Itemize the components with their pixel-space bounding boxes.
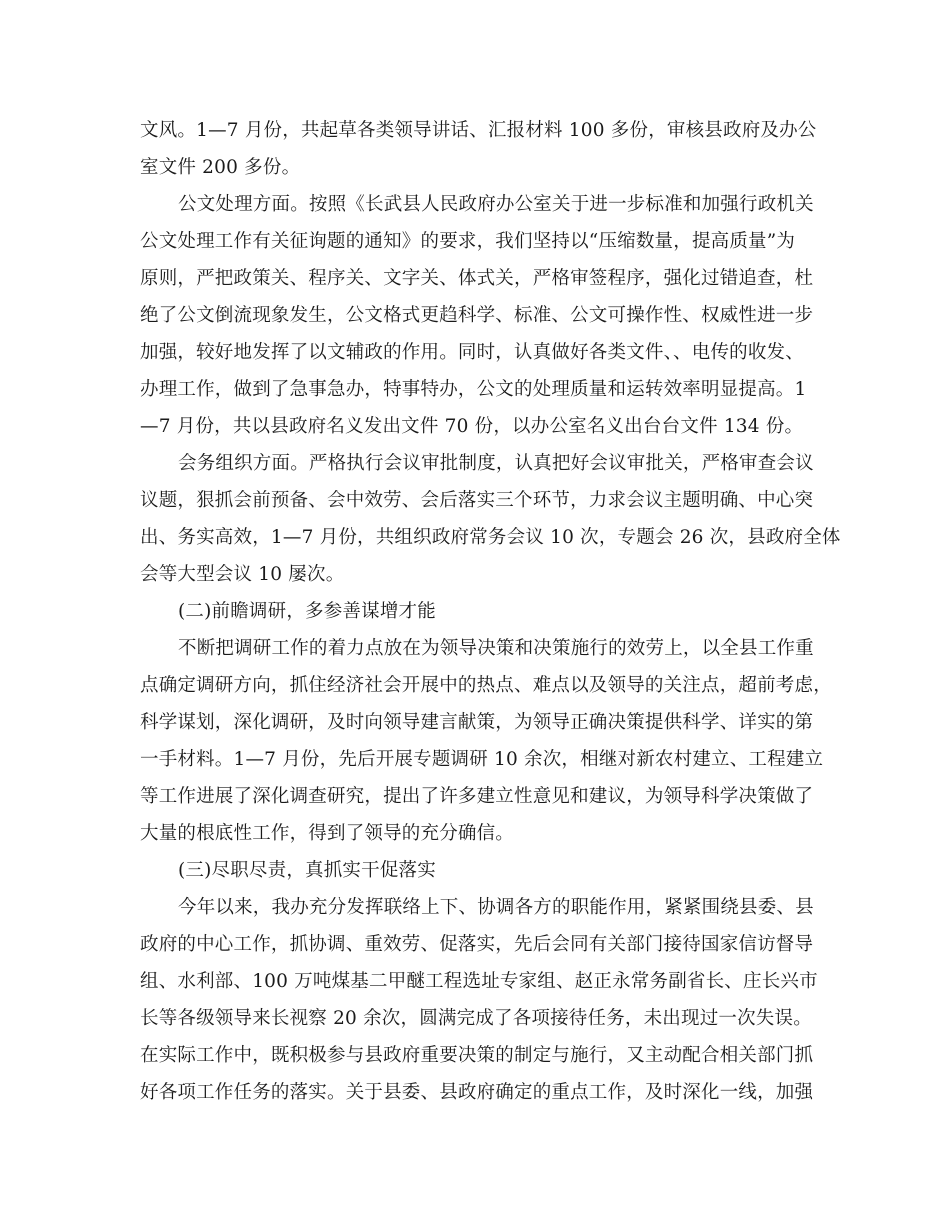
text-line: 加强，较好地发挥了以文辅政的作用。同时，认真做好各类文件、、电传的收发、 <box>140 342 804 363</box>
text-line: 绝了公文倒流现象发生，公文格式更趋科学、标准、公文可操作性、权威性进一步 <box>140 305 814 326</box>
paragraph-first-line: 公文处理方面。按照《长武县人民政府办公室关于进一步标准和加强行政机关 <box>178 194 814 215</box>
text-line: 室文件 200 多份。 <box>140 157 301 178</box>
text-line: 文风。1—7 月份，共起草各类领导讲话、汇报材料 100 多份，审核县政府及办公 <box>140 120 817 141</box>
paragraph-first-line: 今年以来，我办充分发挥联络上下、协调各方的职能作用，紧紧围绕县委、县 <box>178 897 814 918</box>
text-line: 政府的中心工作，抓协调、重效劳、促落实，先后会同有关部门接待国家信访督导 <box>140 934 814 955</box>
text-line: 会等大型会议 10 屡次。 <box>140 564 345 585</box>
text-line: 一手材料。1—7 月份，先后开展专题调研 10 余次，相继对新农村建立、工程建立 <box>140 749 824 770</box>
paragraph-first-line: 会务组织方面。严格执行会议审批制度，认真把好会议审批关，严格审查会议 <box>178 453 814 474</box>
section-heading: (三)尽职尽责，真抓实干促落实 <box>178 860 436 881</box>
text-line: 好各项工作任务的落实。关于县委、县政府确定的重点工作，及时深化一线，加强 <box>140 1082 814 1103</box>
text-line: 议题，狠抓会前预备、会中效劳、会后落实三个环节，力求会议主题明确、中心突 <box>140 490 814 511</box>
text-line: 办理工作，做到了急事急办，特事特办，公文的处理质量和运转效率明显提高。1 <box>140 379 807 400</box>
text-line: 原则，严把政策关、程序关、文字关、体式关，严格审签程序，强化过错追查，杜 <box>140 268 814 289</box>
section-heading: (二)前瞻调研，多参善谋增才能 <box>178 601 436 622</box>
paragraph-first-line: 不断把调研工作的着力点放在为领导决策和决策施行的效劳上，以全县工作重 <box>178 638 814 659</box>
text-line: 等工作进展了深化调查研究，提出了许多建立性意见和建议，为领导科学决策做了 <box>140 786 814 807</box>
text-line: 在实际工作中，既积极参与县政府重要决策的制定与施行，又主动配合相关部门抓 <box>140 1045 814 1066</box>
text-line: 公文处理工作有关征询题的通知》的要求，我们坚持以“压缩数量，提高质量”为 <box>140 231 796 252</box>
text-line: 长等各级领导来长视察 20 余次，圆满完成了各项接待任务，未出现过一次失误。 <box>140 1008 812 1029</box>
text-line: 科学谋划，深化调研，及时向领导建言献策，为领导正确决策提供科学、详实的第 <box>140 712 814 733</box>
text-line: 组、水利部、100 万吨煤基二甲醚工程选址专家组、赵正永常务副省长、庄长兴市 <box>140 971 818 992</box>
text-line: 大量的根底性工作，得到了领导的充分确信。 <box>140 823 515 844</box>
text-line: 点确定调研方向，抓住经济社会开展中的热点、难点以及领导的关注点，超前考虑， <box>140 675 832 696</box>
text-line: 出、务实高效，1—7 月份，共组织政府常务会议 10 次，专题会 26 次，县政府全体 <box>140 527 841 548</box>
text-line: —7 月份，共以县政府名义发出文件 70 份，以办公室名义出台台文件 134 份。 <box>140 416 804 437</box>
